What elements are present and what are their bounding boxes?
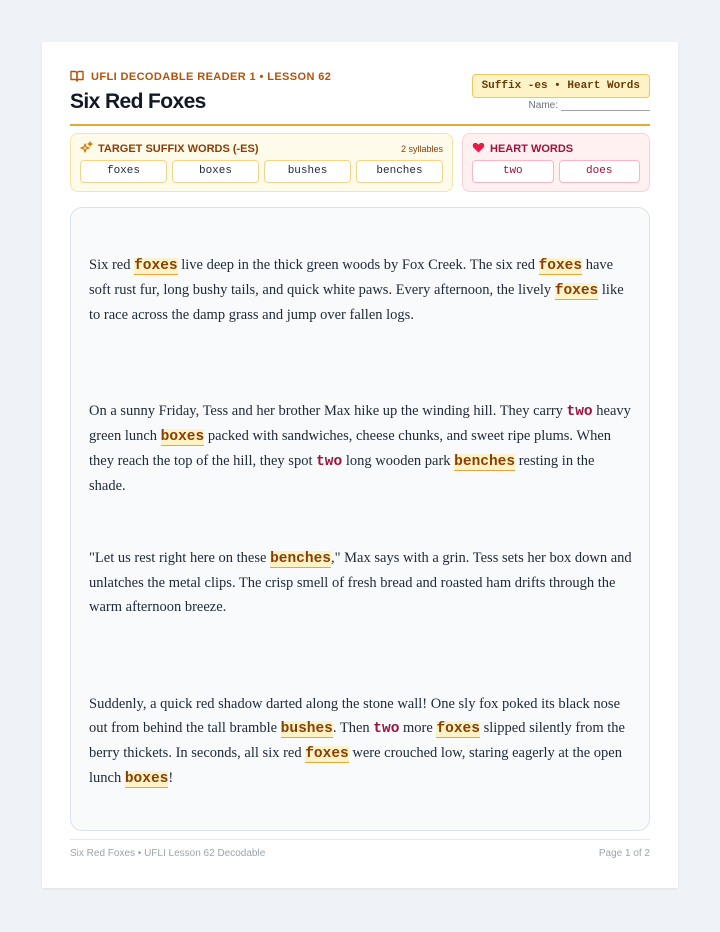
- story-text: heavy green lunch: [89, 403, 631, 444]
- reader-page: [42, 42, 678, 888]
- heart-words-panel: [462, 133, 650, 192]
- heart-word-chip: does: [559, 160, 641, 183]
- target-panel-heading: TARGET SUFFIX WORDS (-ES): [98, 143, 259, 155]
- sparkle-icon: [80, 141, 93, 157]
- footer-divider: [70, 839, 650, 840]
- suffix-word: foxes: [538, 258, 583, 274]
- name-label: Name:: [528, 100, 558, 111]
- name-field[interactable]: [529, 100, 650, 111]
- suffix-word: benches: [270, 551, 331, 567]
- target-word-chip: foxes: [80, 160, 167, 183]
- story-text: "Let us rest right here on these: [89, 550, 271, 566]
- suffix-word: boxes: [160, 429, 205, 445]
- footer-title: Six Red Foxes • UFLI Lesson 62 Decodable: [70, 848, 266, 859]
- heart-word-list: [472, 160, 640, 183]
- target-words-panel: [70, 133, 453, 192]
- story-paragraph: [89, 546, 634, 619]
- story-text: !: [168, 770, 174, 786]
- story-text: long wooden park: [342, 453, 455, 469]
- target-word-chip: bushes: [264, 160, 351, 183]
- story-paragraph: [89, 692, 634, 791]
- heart-icon: [472, 141, 485, 157]
- story-paragraph: [89, 253, 634, 327]
- lesson-focus-badge: Suffix -es • Heart Words: [472, 74, 650, 98]
- heart-word-chip: two: [472, 160, 554, 183]
- open-book-icon: [70, 70, 84, 85]
- story-text: ," Max says with a grin. Tess sets her box down and unlatches the metal clips. The crisp smell of fresh bread and roasted ham drifts through the warm afternoon breeze.: [89, 550, 632, 615]
- story-text: like to race across the damp grass and jump over fallen logs.: [89, 282, 624, 323]
- target-panel-header: [80, 142, 443, 156]
- page-number: Page 1 of 2: [598, 848, 650, 859]
- target-word-chip: benches: [356, 160, 443, 183]
- heart-panel-header: [472, 142, 640, 156]
- heart-word: two: [316, 454, 343, 470]
- story-text: resting in the shade.: [89, 453, 595, 494]
- story-text: were crouched low, staring eagerly at the open lunch: [89, 745, 622, 786]
- story-text: Suddenly, a quick red shadow darted along the stone wall! One sly fox poked its black nose out from behind the tall bramble: [89, 696, 621, 736]
- target-word-chip: boxes: [172, 160, 259, 183]
- suffix-word: foxes: [436, 721, 480, 737]
- story-text: . Then: [332, 720, 374, 736]
- story-text: packed with sandwiches, cheese chunks, and sweet ripe plums. When they reach the top of the hill, they spot: [89, 428, 612, 469]
- story-paragraph: [89, 399, 634, 498]
- kicker-text: UFLI DECODABLE READER 1 • LESSON 62: [91, 71, 332, 83]
- suffix-word: foxes: [554, 283, 599, 299]
- page-header: [70, 70, 650, 126]
- story-text: have soft rust fur, long bushy tails, and quick white paws. Every afternoon, the lively: [89, 257, 614, 298]
- suffix-word: boxes: [124, 771, 169, 787]
- page-title: Six Red Foxes: [70, 90, 206, 113]
- story-text: more: [399, 720, 437, 736]
- story-text: live deep in the thick green woods by Fox Creek. The six red: [177, 257, 539, 273]
- heart-word: two: [566, 404, 593, 420]
- suffix-word: benches: [454, 454, 516, 470]
- suffix-word: bushes: [280, 721, 333, 737]
- suffix-word: foxes: [134, 258, 178, 274]
- syllable-note: 2 syllables: [400, 144, 443, 154]
- story-card: [70, 207, 650, 831]
- story-text: Six red: [89, 257, 135, 273]
- name-blank-line[interactable]: [561, 101, 650, 111]
- heart-word: two: [373, 721, 400, 737]
- story-text: On a sunny Friday, Tess and her brother Max hike up the winding hill. They carry: [89, 403, 567, 419]
- header-divider: [70, 124, 650, 126]
- story-text: slipped silently from the berry thickets. In seconds, all six red: [89, 720, 625, 761]
- suffix-word: foxes: [305, 746, 349, 762]
- target-word-list: [80, 160, 443, 183]
- heart-panel-heading: HEART WORDS: [490, 143, 574, 155]
